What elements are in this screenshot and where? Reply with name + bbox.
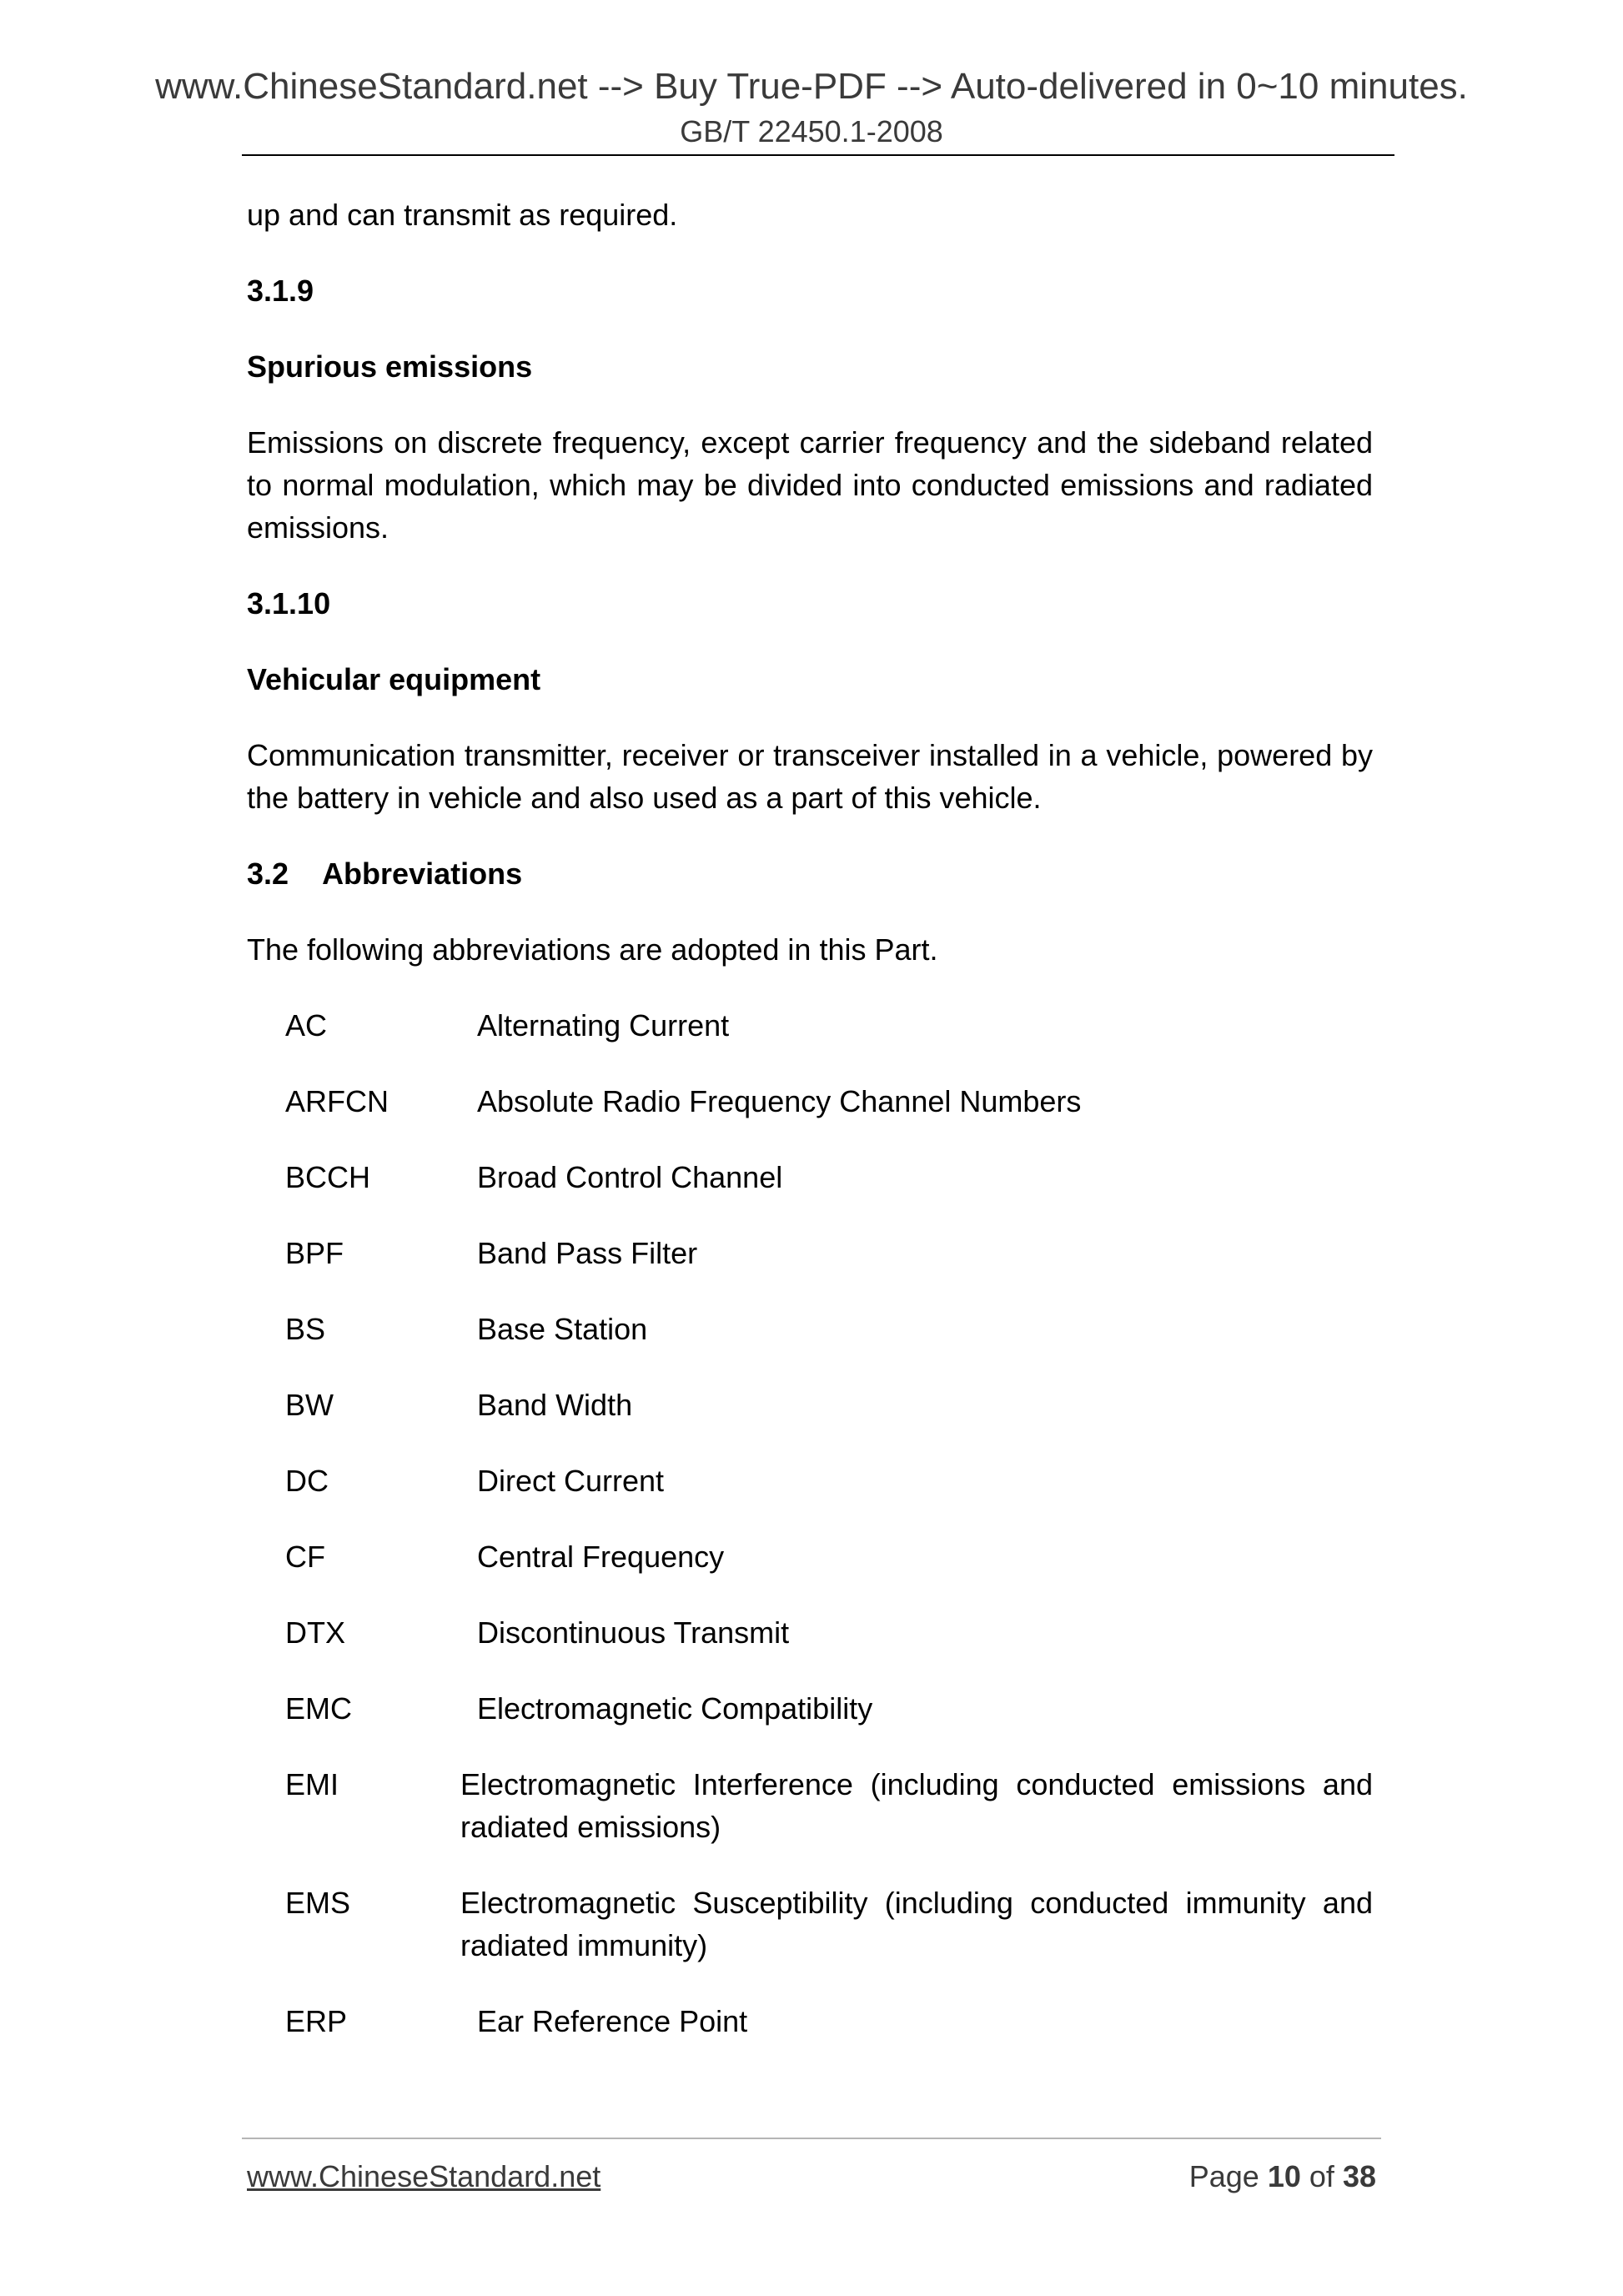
clause-term-3-1-9: Spurious emissions — [247, 349, 533, 384]
abbreviation-code: DTX — [285, 1615, 345, 1650]
abbreviation-meaning: Absolute Radio Frequency Channel Numbers — [477, 1084, 1082, 1118]
abbreviation-row — [285, 1535, 1373, 1578]
clause-definition-3-1-10: Communication transmitter, receiver or transceiver installed in a vehicle, powered by the battery in vehicle and also used as a part of this vehicle. — [247, 738, 1373, 815]
continuation-text: up and can transmit as required. — [247, 198, 678, 232]
clause-definition-3-1-9: Emissions on discrete frequency, except carrier frequency and the sideband related to normal modulation, which may be divided into conducted emissions and radiated emissions. — [247, 425, 1373, 545]
abbreviation-meaning: Discontinuous Transmit — [477, 1615, 790, 1650]
abbreviation-code: ARFCN — [285, 1084, 389, 1118]
abbreviation-meaning: Electromagnetic Interference (including conducted emissions and radiated emissions) — [460, 1767, 1373, 1844]
page-current: 10 — [1267, 2159, 1301, 2193]
abbreviation-row — [285, 1882, 1373, 1967]
abbreviation-code: BS — [285, 1312, 326, 1346]
abbreviation-meaning: Band Pass Filter — [477, 1236, 698, 1270]
abbreviation-meaning: Ear Reference Point — [477, 2004, 748, 2038]
abbreviation-meaning: Band Width — [477, 1388, 633, 1422]
page-label: Page — [1188, 2159, 1259, 2193]
abbreviation-code: ERP — [285, 2004, 348, 2038]
abbreviation-row — [285, 1080, 1373, 1123]
clause-term-3-1-10: Vehicular equipment — [247, 662, 541, 696]
page-indicator — [1189, 2158, 1376, 2195]
section-number: 3.2 — [247, 857, 289, 891]
clause-number-3-1-10: 3.1.10 — [247, 586, 331, 620]
abbreviation-code: CF — [285, 1540, 325, 1574]
abbreviation-code: EMC — [285, 1691, 352, 1726]
section-title: Abbreviations — [322, 857, 523, 891]
abbreviation-meaning: Electromagnetic Susceptibility (including conducted immunity and radiated immunity) — [460, 1886, 1373, 1962]
page-header — [0, 65, 1623, 150]
abbreviation-row — [285, 1459, 1373, 1502]
abbreviation-list — [247, 1004, 1373, 2042]
abbreviation-row — [285, 1156, 1373, 1198]
page-of: of — [1309, 2159, 1334, 2193]
abbreviation-code: BW — [285, 1388, 334, 1422]
abbreviation-meaning: Broad Control Channel — [477, 1160, 783, 1194]
abbreviation-meaning: Direct Current — [477, 1464, 665, 1498]
abbreviation-code: EMS — [285, 1886, 351, 1920]
document-body — [247, 193, 1373, 2076]
abbreviation-row — [285, 1232, 1373, 1274]
abbreviation-meaning: Base Station — [477, 1312, 648, 1346]
abbreviation-row — [285, 1687, 1373, 1730]
abbreviation-code: DC — [285, 1464, 329, 1498]
footer-website-link[interactable]: www.ChineseStandard.net — [247, 2159, 601, 2193]
abbreviation-row — [285, 1384, 1373, 1426]
header-divider — [242, 154, 1394, 156]
abbreviation-row — [285, 1004, 1373, 1047]
abbreviation-meaning: Central Frequency — [477, 1540, 725, 1574]
abbreviation-code: BPF — [285, 1236, 344, 1270]
abbreviation-row — [285, 1611, 1373, 1654]
abbreviation-row — [285, 2000, 1373, 2042]
section-heading-3-2 — [247, 852, 1373, 895]
abbreviation-meaning: Alternating Current — [477, 1008, 730, 1042]
abbreviation-code: EMI — [285, 1767, 339, 1801]
header-title[interactable]: www.ChineseStandard.net --> Buy True-PDF --> Auto-delivered in 0~10 minutes. — [155, 66, 1468, 107]
abbreviation-row — [285, 1308, 1373, 1350]
page-total: 38 — [1342, 2159, 1376, 2193]
abbreviation-code: BCCH — [285, 1160, 371, 1194]
footer-divider — [242, 2138, 1381, 2139]
abbreviations-intro: The following abbreviations are adopted in this Part. — [247, 932, 938, 967]
abbreviation-code: AC — [285, 1008, 328, 1042]
abbreviation-row — [285, 1763, 1373, 1848]
abbreviation-meaning: Electromagnetic Compatibility — [477, 1691, 873, 1726]
standard-number: GB/T 22450.1-2008 — [680, 114, 943, 148]
clause-number-3-1-9: 3.1.9 — [247, 274, 314, 308]
